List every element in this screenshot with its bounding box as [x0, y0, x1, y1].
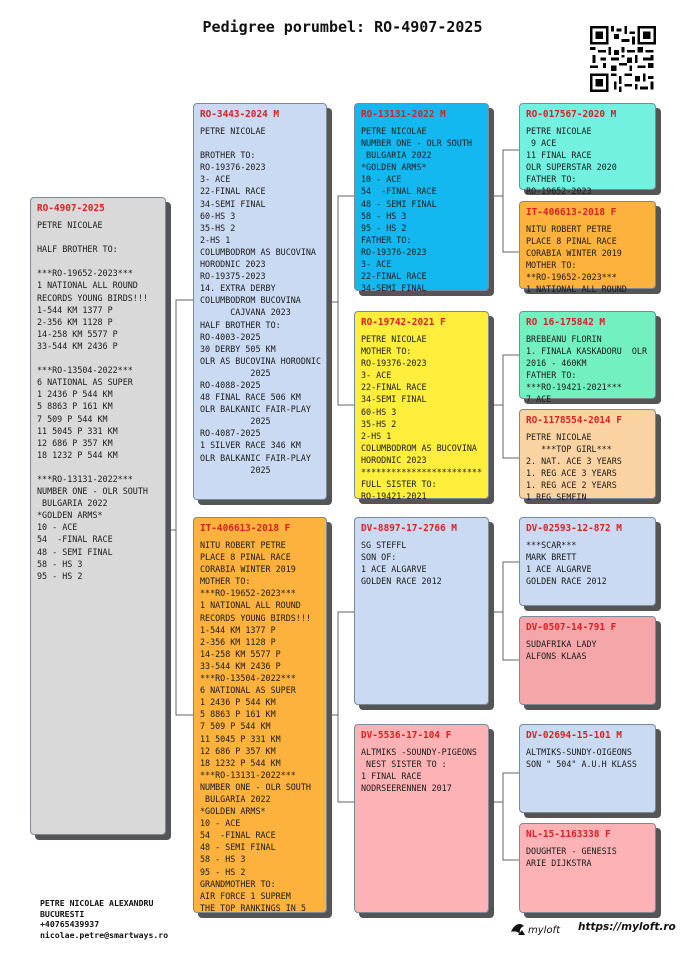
pigeon-notes: DOUGHTER - GENESIS ARIE DIJKSTRA: [526, 846, 617, 869]
owner-contact: [40, 898, 168, 940]
dam-dam-dam-card[interactable]: [519, 823, 656, 913]
myloft-logo: [508, 918, 568, 940]
owner-email: nicolae.petre@smartways.ro: [40, 929, 169, 940]
pigeon-ring-id: DV-5536-17-104 F: [361, 730, 452, 741]
pigeon-ring-id: RO-19742-2021 F: [361, 317, 446, 328]
pigeon-notes: ALTMIKS-SUNDY-OIGEONS SON " 504" A.U.H KLASS: [526, 747, 637, 770]
pigeon-ring-id: IT-406613-2018 F: [200, 523, 291, 534]
pigeon-ring-id: DV-02593-12-872 M: [526, 523, 622, 534]
qr-code: [590, 26, 656, 92]
sire-sire-sire-card[interactable]: [519, 103, 656, 197]
dam-sire-dam-card[interactable]: [519, 616, 656, 705]
pigeon-notes: SUDAFRIKA LADY ALFONS KLAAS: [526, 639, 597, 662]
qr-code-icon: [590, 26, 656, 92]
dam-card[interactable]: [193, 517, 327, 913]
pigeon-ring-id: NL-15-1163338 F: [526, 829, 611, 840]
dam-sire-card[interactable]: [354, 517, 489, 705]
dam-dam-sire-card[interactable]: [519, 724, 656, 813]
pigeon-notes: BREBEANU FLORIN 1. FINALA KASKADORU OLR 2016 - 460KM FATHER TO: ***RO-19421-2021*** 7 ACE: [526, 334, 648, 405]
sire-dam-card[interactable]: [354, 311, 489, 502]
pigeon-notes: PETRE NICOLAE ***TOP GIRL*** 2. NAT. ACE 3 YEARS 1. REG ACE 3 YEARS 1. REG ACE 2 YEARS 1 REG SEMFIN: [526, 432, 622, 503]
pigeon-ring-id: RO 16-175842 M: [526, 317, 606, 328]
sire-dam-sire-card[interactable]: [519, 311, 656, 405]
pigeon-notes: PETRE NICOLAE 9 ACE 11 FINAL RACE OLR SUPERSTAR 2020 FATHER TO: RO-19652-2023: [526, 126, 617, 197]
sire-card[interactable]: [193, 103, 327, 500]
owner-name: PETRE NICOLAE ALEXANDRU: [40, 898, 154, 908]
pigeon-notes: ALTMIKS -SOUNDY-PIGEONS NEST SISTER TO : 1 FINAL RACE NODRSEERENNEN 2017: [361, 747, 477, 794]
sire-sire-dam-card[interactable]: [519, 201, 656, 295]
dam-dam-card[interactable]: [354, 724, 489, 913]
pigeon-ring-id: RO-4907-2025: [37, 203, 105, 214]
sire-dam-dam-card[interactable]: [519, 409, 656, 503]
pigeon-logo-icon: [508, 918, 568, 940]
page-title: Pedigree porumbel: RO-4907-2025: [202, 18, 483, 36]
pigeon-ring-id: DV-0507-14-791 F: [526, 622, 617, 633]
logo-text: myloft: [528, 925, 560, 936]
pigeon-notes: PETRE NICOLAE HALF BROTHER TO: ***RO-19652-2023*** 1 NATIONAL ALL ROUND RECORDS YOUNG BIRDS!!! 1-544 KM 1377 P 2-356 KM 1128 P 14-258 KM 5577 P 33-544 KM 2436 P ***RO-13504-2022*** 6 NATIONAL AS SUPER 1 2436 P 544 KM 5 8863 P 161 KM 7 509 P 544 KM 11 5045 P 331 KM 12 686 P 357 KM 18 1232 P 544 KM ***RO-13131-2022*** NUMBER ONE - OLR SOUTH BULGARIA 2022 *GOLDEN ARMS* 10 - ACE 54 -FINAL RACE 48 - SEMI FINAL 58 - HS 3 95 - HS 2: [37, 220, 148, 581]
pigeon-notes: ***SCAR*** MARK BRETT 1 ACE ALGARVE GOLDEN RACE 2012: [526, 540, 607, 587]
pigeon-ring-id: RO-13131-2022 M: [361, 109, 446, 120]
pigeon-notes: PETRE NICOLAE BROTHER TO: RO-19376-2023 3- ACE 22-FINAL RACE 34-SEMI FINAL 60-HS 3 35-HS 2 2-HS 1 COLUMBODROM AS BUCOVINA HORODNIC 2023 RO-19375-2023 14. EXTRA DERBY COLUMBODROM BUCOVINA CAJVANA 2023 HALF BROTHER TO: RO-4003-2025 30 DERBY 505 KM OLR AS BUCOVINA HORODNIC 2025 RO-4088-2025 48 FINAL RACE 506 KM OLR BALKANIC FAIR-PLAY 2025 RO-4087-2025 1 SILVER RACE 346 KM OLR BALKANIC FAIR-PLAY 2025: [200, 126, 322, 475]
pigeon-notes: PETRE NICOLAE NUMBER ONE - OLR SOUTH BULGARIA 2022 *GOLDEN ARMS* 10 - ACE 54 -FINAL RACE 48 - SEMI FINAL 58 - HS 3 95 - HS 2 FATHER TO: RO-19376-2023 3- ACE 22-FINAL RACE 34-SEMI FINAL: [361, 126, 472, 294]
pigeon-ring-id: RO-1178554-2014 F: [526, 415, 622, 426]
pigeon-ring-id: IT-406613-2018 F: [526, 207, 617, 218]
pigeon-ring-id: DV-02694-15-101 M: [526, 730, 622, 741]
pigeon-notes: SG STEFFL SON OF: 1 ACE ALGARVE GOLDEN RACE 2012: [361, 540, 442, 587]
sire-sire-card[interactable]: [354, 103, 489, 294]
pigeon-notes: PETRE NICOLAE MOTHER TO: RO-19376-2023 3- ACE 22-FINAL RACE 34-SEMI FINAL 60-HS 3 35-HS 2 2-HS 1 COLUMBODROM AS BUCOVINA HORODNIC 2023 ************************ FULL SISTER TO: RO-19421-2021: [361, 334, 483, 502]
owner-city: BUCURESTI: [40, 908, 85, 919]
subject-card[interactable]: [30, 197, 166, 835]
owner-phone: +40765439937: [40, 919, 100, 929]
pigeon-notes: NITU ROBERT PETRE PLACE 8 PINAL RACE CORABIA WINTER 2019 MOTHER TO: **RO-19652-2023*** 1 NATIONAL ALL ROUND: [526, 224, 627, 295]
dam-sire-sire-card[interactable]: [519, 517, 656, 606]
pigeon-ring-id: RO-3443-2024 M: [200, 109, 280, 120]
pigeon-ring-id: RO-017567-2020 M: [526, 109, 617, 120]
pigeon-notes: NITU ROBERT PETRE PLACE 8 PINAL RACE CORABIA WINTER 2019 MOTHER TO: ***RO-19652-2023*** 1 NATIONAL ALL ROUND RECORDS YOUNG BIRDS!!! 1-544 KM 1377 P 2-356 KM 1128 P 14-258 KM 5577 P 33-544 KM 2436 P ***RO-13504-2022*** 6 NATIONAL AS SUPER 1 2436 P 544 KM 5 8863 P 161 KM 7 509 P 544 KM 11 5045 P 331 KM 12 686 P 357 KM 18 1232 P 544 KM ***RO-13131-2022*** NUMBER ONE - OLR SOUTH BULGARIA 2022 *GOLDEN ARMS* 10 - ACE 54 -FINAL RACE 48 - SEMI FINAL 58 - HS 3 95 - HS 2 GRANDMOTHER TO: AIR FORCE 1 SUPREM THE TOP RANKINGS IN 5: [200, 540, 311, 913]
website-link[interactable]: https://myloft.ro: [578, 921, 676, 933]
pigeon-ring-id: DV-8897-17-2766 M: [361, 523, 457, 534]
